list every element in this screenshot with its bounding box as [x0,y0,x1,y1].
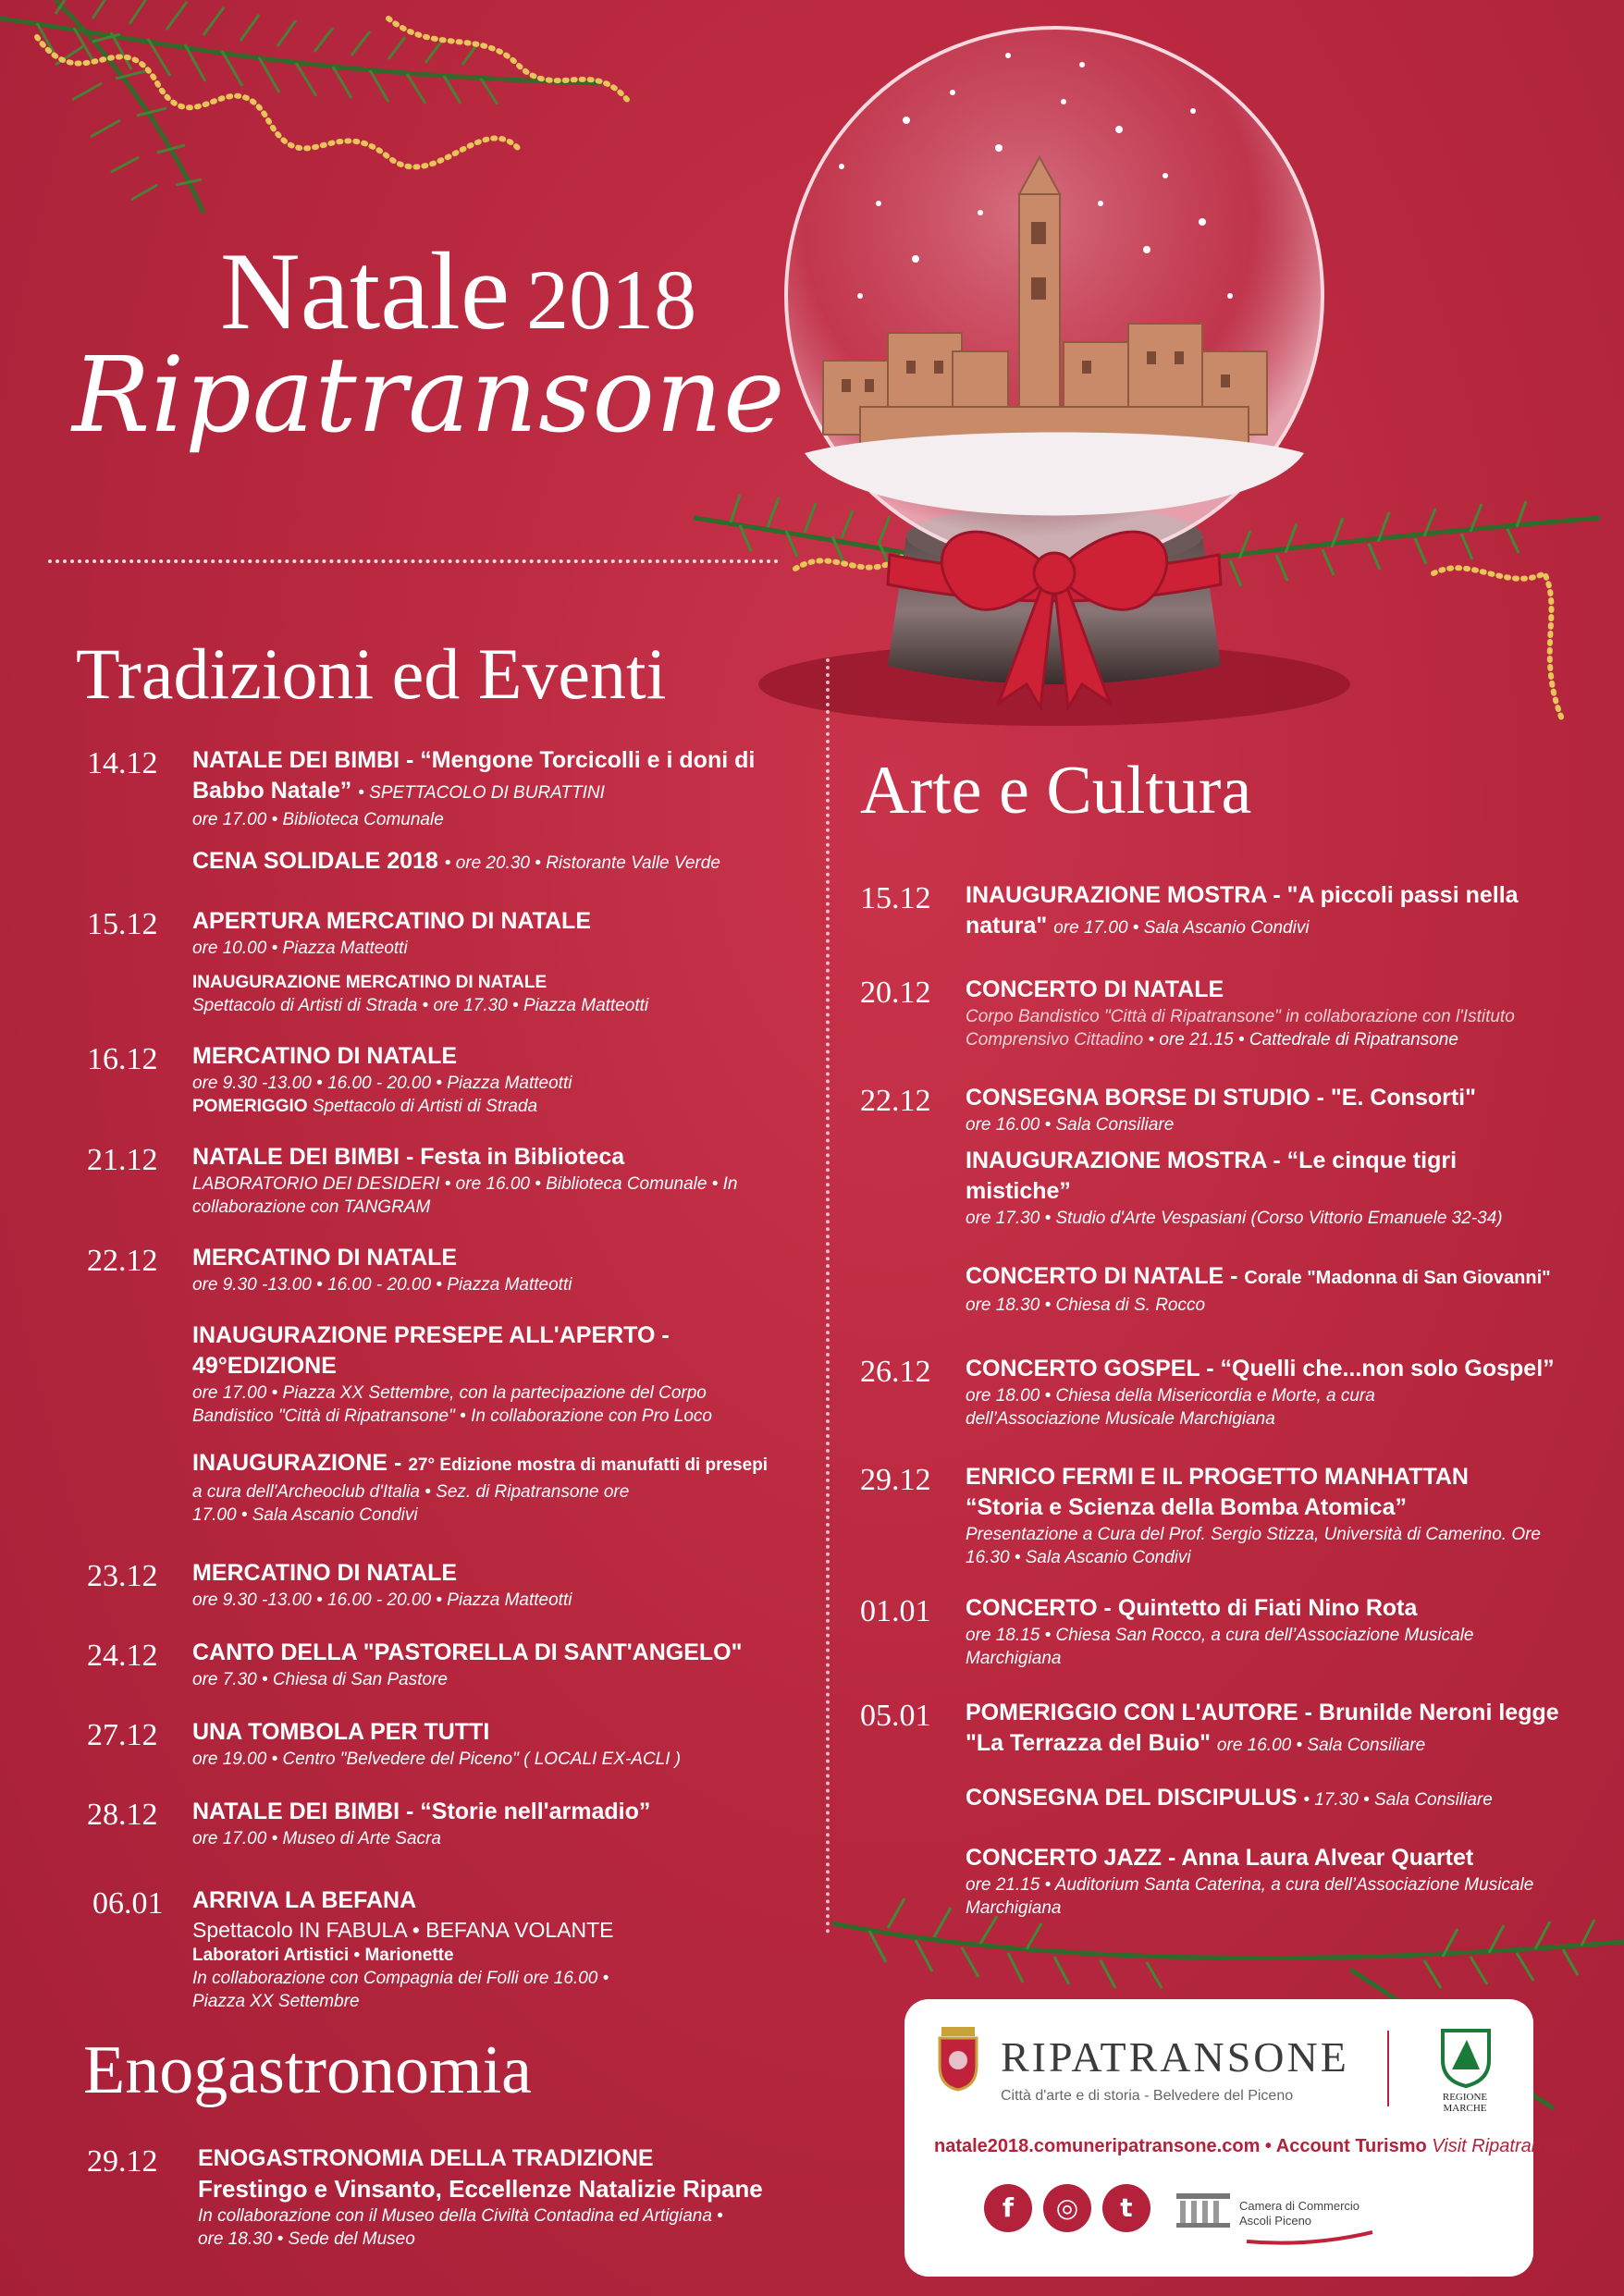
section-title-tradizioni: Tradizioni ed Eventi [76,633,667,714]
event-item [87,906,808,1017]
event-info: ore 17.00 • Biblioteca Comunale [192,810,444,829]
event-date: 06.01 [92,1886,164,1921]
account-name-link[interactable]: Visit Ripatransone [1432,2136,1582,2156]
event-date: 20.12 [860,976,931,1010]
event-item [87,1797,808,1850]
camera-line: Camera di Commercio [1239,2199,1360,2213]
event-extra: Spettacolo di Artisti di Strada [312,1097,538,1116]
event-item [87,745,808,878]
event-title: CONSEGNA BORSE DI STUDIO - "E. Consorti" [966,1085,1476,1111]
event-info: ore 19.00 • Centro "Belvedere del Piceno" ( LOCALI EX-ACLI ) [192,1750,682,1769]
event-subtitle: Frestingo e Vinsanto, Eccellenze Natalizie Ripane [198,2175,763,2203]
twitter-icon[interactable]: t [1102,2184,1150,2232]
event-info: ore 9.30 -13.00 • 16.00 - 20.00 • Piazza Matteotti [192,1275,572,1295]
event-line: Spettacolo IN FABULA • BEFANA VOLANTE [192,1918,614,1942]
event-info: ore 10.00 • Piazza Matteotti [192,939,408,958]
event-sub-title: CONCERTO DI NATALE - [966,1263,1238,1289]
title-town: Ripatransone [72,336,786,456]
event-date: 29.12 [860,1463,931,1497]
event-sub-note: 27° Edizione mostra di manufatti di presepi [408,1455,769,1475]
event-title-note: ore 16.00 • Sala Consiliare [1216,1736,1426,1755]
event-item [860,1698,1563,1920]
event-extra-label: POMERIGGIO [192,1097,308,1116]
event-title: MERCATINO DI NATALE [192,1245,458,1271]
event-date: 05.01 [860,1699,931,1733]
event-date: 22.12 [87,1244,158,1278]
event-sub-info: • ore 20.30 • Ristorante Valle Verde [444,853,720,873]
event-date: 29.12 [87,2144,158,2179]
event-item [87,1717,808,1771]
event-info: ore 16.00 • Sala Consiliare [966,1115,1175,1135]
event-date: 21.12 [87,1143,158,1177]
event-date: 16.12 [87,1042,158,1076]
regione-marche-logo-icon [1439,2027,1493,2088]
facebook-icon[interactable]: f [984,2184,1032,2232]
snow-globe-image [675,18,1624,758]
event-date: 23.12 [87,1559,158,1593]
event-sub-title: CENA SOLIDALE 2018 [192,848,438,874]
event-sub-title: INAUGURAZIONE MERCATINO DI NATALE [192,973,547,992]
event-title: CONCERTO DI NATALE [966,976,1224,1002]
event-item [87,2143,808,2251]
event-item [860,1462,1563,1569]
enogastronomia-list [87,2143,808,2251]
event-date: 27.12 [87,1718,158,1752]
event-item [860,1083,1563,1317]
event-title: MERCATINO DI NATALE [192,1043,458,1069]
regione-label: REGIONE MARCHE [1442,2092,1488,2114]
account-label: Account Turismo [1275,2136,1427,2156]
event-sub-note: Corale "Madonna di San Giovanni" [1244,1268,1551,1288]
brand-tagline: Città d'arte e di storia - Belvedere del Piceno [1001,2088,1294,2104]
brand-divider [1387,2031,1389,2106]
event-line: Laboratori Artistici • Marionette [192,1946,454,1965]
dotted-divider [48,559,779,563]
event-info: ore 18.15 • Chiesa San Rocco, a cura dell’Associazione Musicale Marchigiana [966,1626,1474,1668]
event-info: LABORATORIO DEI DESIDERI • ore 16.00 • Biblioteca Comunale • In collaborazione con TANGRAM [192,1174,738,1217]
title-year: 2018 [526,252,697,347]
event-title: INAUGURAZIONE MOSTRA - "A piccoli passi nella natura" [966,882,1519,939]
event-sub-title: CONSEGNA DEL DISCIPULUS [966,1785,1298,1811]
event-sub-title: INAUGURAZIONE PRESEPE ALL'APERTO - 49°EDIZIONE [192,1322,670,1379]
event-info: ore 9.30 -13.00 • 16.00 - 20.00 • Piazza Matteotti [192,1074,572,1093]
camera-swoosh-icon [1245,2230,1374,2245]
event-title-note: • SPETTACOLO DI BURATTINI [358,783,605,803]
brand-name: RIPATRANSONE [1001,2033,1349,2081]
event-note: Corpo Bandistico "Città di Ripatransone" in collaborazione con l'Istituto Comprensivo Cittadino [966,1007,1515,1050]
event-sub-info: a cura dell'Archeoclub d'Italia • Sez. di Ripatransone ore 17.00 • Sala Ascanio Condivi [192,1482,630,1525]
arte-list [860,880,1563,1920]
event-item [87,1558,808,1612]
event-sub-note: • 17.30 • Sala Consiliare [1303,1790,1493,1810]
event-title: APERTURA MERCATINO DI NATALE [192,908,591,934]
section-title-arte: Arte e Cultura [860,753,1252,829]
event-item [860,880,1563,943]
event-sub-info: ore 21.15 • Auditorium Santa Caterina, a cura dell’Associazione Musicale Marchigiana [966,1875,1534,1918]
website-link[interactable]: natale2018.comuneripatransone.com [934,2136,1261,2156]
camera-commercio-logo-icon [1175,2192,1232,2228]
event-title: NATALE DEI BIMBI - “Storie nell'armadio” [192,1799,651,1824]
links-separator: • [1264,2136,1272,2156]
event-info: ore 17.00 • Museo di Arte Sacra [192,1829,441,1848]
event-date: 01.01 [860,1594,931,1628]
event-info: In collaborazione con il Museo della Civiltà Contadina ed Artigiana • ore 18.30 • Sede del Museo [198,2206,723,2249]
section-title-enogastronomia: Enogastronomia [83,2032,533,2108]
poster-title [220,229,697,352]
event-info: In collaborazione con Compagnia dei Folli ore 16.00 • Piazza XX Settembre [192,1969,609,2011]
event-title: POMERIGGIO CON L'AUTORE - Brunilde Neroni legge "La Terrazza del Buio" [966,1700,1559,1756]
event-item [87,1142,808,1219]
footer-card [904,1999,1582,2277]
footer-links [934,2136,1582,2157]
event-sub-title: INAUGURAZIONE MOSTRA - “Le cinque tigri mistiche” [966,1148,1458,1204]
event-title: ENRICO FERMI E IL PROGETTO MANHATTAN [966,1464,1469,1490]
title-word: Natale [220,229,511,352]
event-sub-info: ore 18.30 • Chiesa di S. Rocco [966,1295,1206,1315]
event-title: ARRIVA LA BEFANA [192,1887,417,1913]
event-info: ore 9.30 -13.00 • 16.00 - 20.00 • Piazza Matteotti [192,1590,572,1610]
event-item [87,1885,808,2013]
event-item [87,1638,808,1691]
event-item [860,975,1563,1051]
event-sub-title: CONCERTO JAZZ - Anna Laura Alvear Quartet [966,1845,1474,1871]
town-crest-icon [934,2025,982,2092]
event-title: CANTO DELLA "PASTORELLA DI SANT'ANGELO" [192,1639,743,1665]
event-title: MERCATINO DI NATALE [192,1560,458,1586]
event-sub-info: ore 17.00 • Piazza XX Settembre, con la partecipazione del Corpo Bandistico "Città di Ripatransone" • In collaborazione con Pro Loco [192,1383,712,1426]
camera-commercio-label [1239,2199,1359,2228]
event-sub-info: Spettacolo di Artisti di Strada • ore 17.30 • Piazza Matteotti [192,996,649,1015]
event-item [87,1243,808,1527]
event-info: • ore 21.15 • Cattedrale di Ripatransone [1148,1030,1458,1050]
event-date: 26.12 [860,1355,931,1389]
event-title: ENOGASTRONOMIA DELLA TRADIZIONE [198,2145,654,2171]
tradizioni-list [87,745,808,2013]
event-subtitle: “Storia e Scienza della Bomba Atomica” [966,1494,1407,1520]
event-date: 24.12 [87,1639,158,1673]
instagram-icon[interactable]: ◎ [1043,2184,1091,2232]
event-sub-info: ore 17.30 • Studio d'Arte Vespasiani (Corso Vittorio Emanuele 32-34) [966,1209,1503,1228]
event-info: Presentazione a Cura del Prof. Sergio Stizza, Università di Camerino. Ore 16.30 • Sala Ascanio Condivi [966,1525,1541,1567]
event-date: 15.12 [860,881,931,915]
event-info: ore 18.00 • Chiesa della Misericordia e Morte, a cura dell’Associazione Musicale Marchigiana [966,1386,1375,1429]
event-date: 15.12 [87,907,158,941]
event-date: 28.12 [87,1798,158,1832]
event-title: UNA TOMBOLA PER TUTTI [192,1719,490,1745]
event-title: CONCERTO GOSPEL - “Quelli che...non solo Gospel” [966,1356,1555,1381]
event-title: CONCERTO - Quintetto di Fiati Nino Rota [966,1595,1418,1621]
event-info: ore 7.30 • Chiesa di San Pastore [192,1670,448,1689]
column-divider [826,658,830,1934]
event-title: NATALE DEI BIMBI - “Mengone Torcicolli e i doni di Babbo Natale” [192,747,756,804]
camera-line: Ascoli Piceno [1239,2214,1312,2228]
event-item [87,1041,808,1118]
event-title-note: ore 17.00 • Sala Ascanio Condivi [1053,918,1310,938]
event-title: NATALE DEI BIMBI - Festa in Biblioteca [192,1144,625,1170]
event-date: 14.12 [87,746,158,780]
pine-branch-top-left-image [0,0,647,240]
event-item [860,1354,1563,1430]
event-sub-title: INAUGURAZIONE - [192,1450,402,1476]
event-item [860,1593,1563,1670]
event-date: 22.12 [860,1084,931,1118]
